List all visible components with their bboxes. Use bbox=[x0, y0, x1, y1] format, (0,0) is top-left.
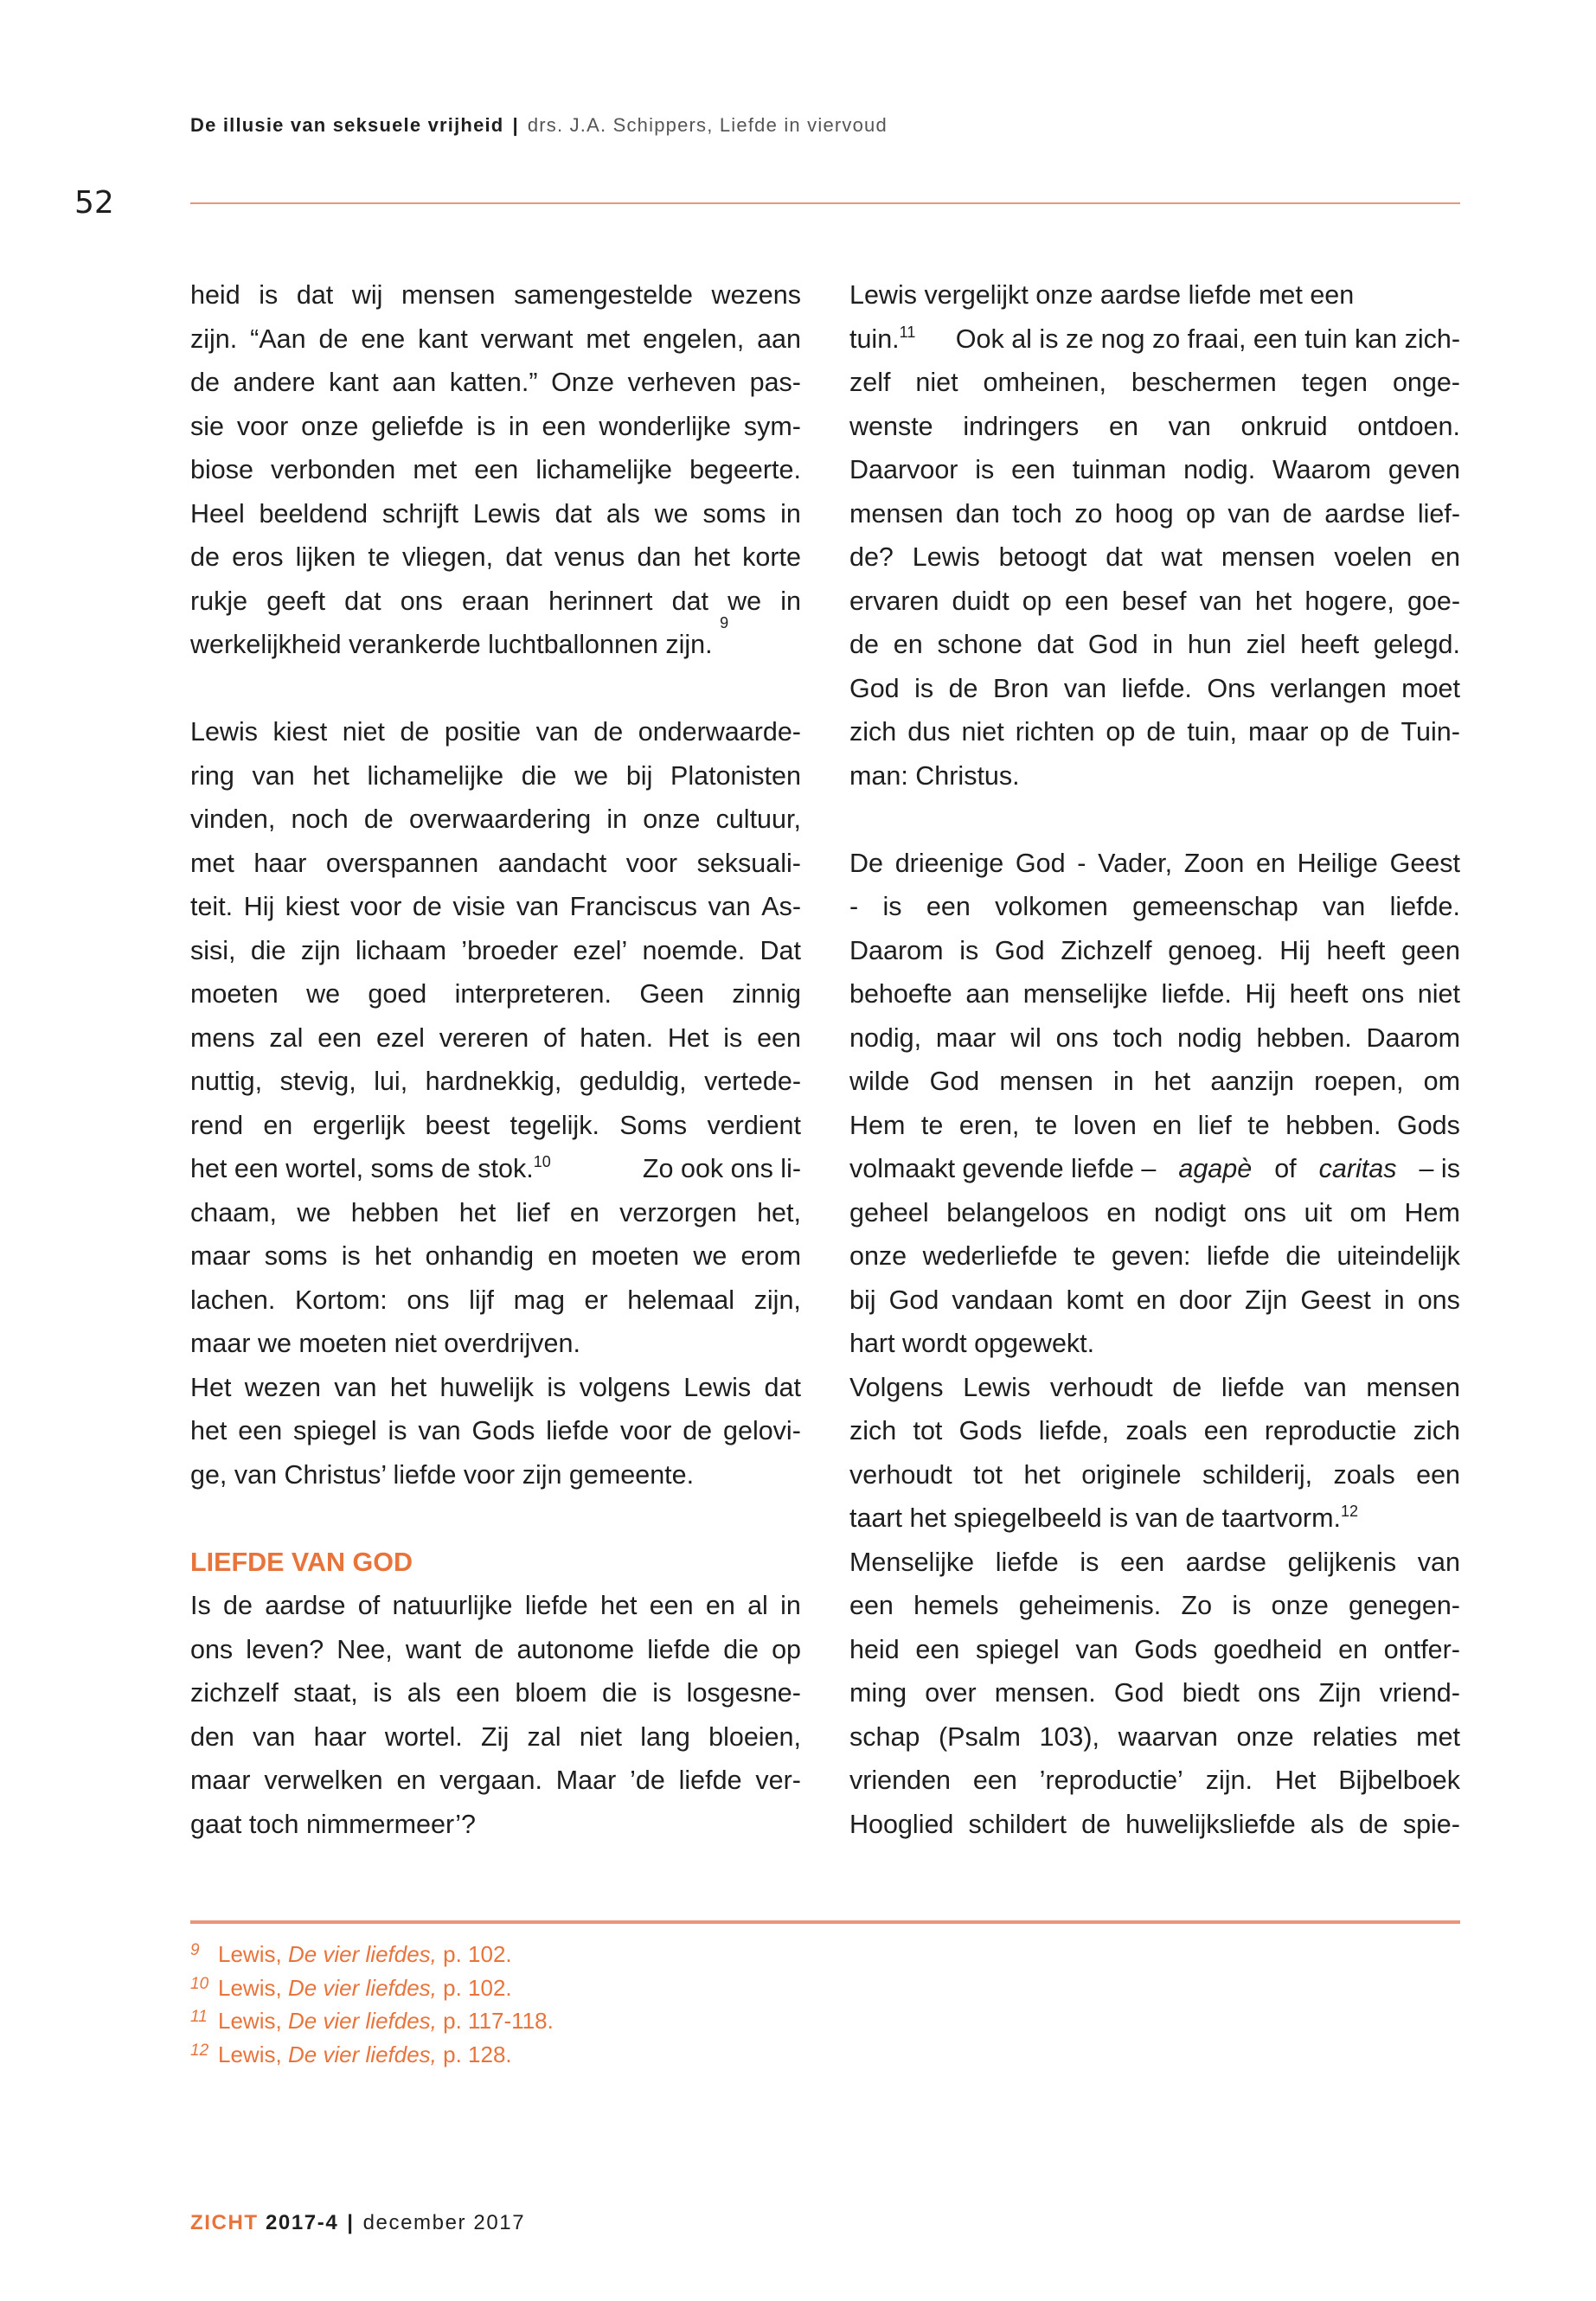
text-line: moeten we goed interpreteren. Geen zinnig bbox=[190, 979, 801, 1009]
paragraph bbox=[190, 710, 801, 1366]
magazine-name: ZICHT bbox=[190, 2211, 259, 2234]
footnote: 10 Lewis, De vier liefdes, p. 102. bbox=[190, 1974, 512, 2001]
text-line: onze wederliefde te geven: liefde die uiteindelijk bbox=[849, 1241, 1460, 1271]
text-line: heid een spiegel van Gods goedheid en ontfer- bbox=[849, 1634, 1460, 1664]
text-line: Heel beeldend schrijft Lewis dat als we soms in bbox=[190, 498, 801, 529]
text-line: schap (Psalm 103), waarvan onze relaties met bbox=[849, 1721, 1460, 1752]
text-line: vrienden een ’reproductie’ zijn. Het Bijbelboek bbox=[849, 1766, 1460, 1795]
running-header bbox=[190, 114, 888, 137]
header-separator: | bbox=[512, 114, 519, 136]
text-line: ervaren duidt op een besef van het hogere, goe- bbox=[849, 586, 1460, 616]
text-segment: Ook al is ze nog zo fraai, een tuin kan zich- bbox=[955, 324, 1460, 354]
text-line: nuttig, stevig, lui, hardnekkig, geduldig, vertede- bbox=[190, 1067, 801, 1096]
text-line: verhoudt tot het originele schilderij, zoals een bbox=[849, 1459, 1460, 1490]
text-line: sisi, die zijn lichaam ’broeder ezel’ noemde. Dat bbox=[190, 935, 801, 965]
text-line: volmaakt gevende liefde – agapè of caritas – is bbox=[849, 1147, 1460, 1191]
footer-separator: | bbox=[347, 2211, 355, 2234]
text-line: Hem te eren, te loven en lief te hebben. Gods bbox=[849, 1110, 1460, 1140]
text-line: de eros lijken te vliegen, dat venus dan het korte bbox=[190, 542, 801, 572]
text-line: rend en ergerlijk beest tegelijk. Soms verdient bbox=[190, 1110, 801, 1140]
text-line: Menselijke liefde is een aardse gelijkenis van bbox=[849, 1547, 1460, 1577]
footnote-ref-10[interactable]: 10 bbox=[533, 1153, 551, 1170]
text-line: Lewis vergelijkt onze aardse liefde met een bbox=[849, 280, 1355, 310]
text-segment: taart het spiegelbeeld is van de taartvorm.$^{12}$ bbox=[849, 1503, 1358, 1533]
text-line: man: Christus. bbox=[849, 760, 1020, 791]
paragraph bbox=[849, 842, 1460, 1366]
text-line: Volgens Lewis verhoudt de liefde van mensen bbox=[849, 1372, 1460, 1402]
text-line: Is de aardse of natuurlijke liefde het een en al in bbox=[190, 1591, 801, 1620]
term-caritas: caritas bbox=[1318, 1154, 1397, 1183]
page-number: 52 bbox=[74, 185, 114, 221]
footnotes bbox=[190, 1936, 554, 2069]
text-line bbox=[849, 317, 1460, 362]
text-segment: werkelijkheid verankerde luchtballonnen zijn. bbox=[190, 630, 713, 659]
text-line: maar verwelken en vergaan. Maar ’de liefde ver- bbox=[190, 1766, 801, 1795]
text-line: zelf niet omheinen, beschermen tegen onge- bbox=[849, 368, 1460, 397]
footnote-rule bbox=[190, 1920, 1460, 1924]
text-line: heid is dat wij mensen samengestelde wezens bbox=[190, 280, 801, 310]
text-line bbox=[190, 614, 801, 667]
text-line: gaat toch nimmermeer’? bbox=[190, 1809, 476, 1839]
text-line: wenste indringers en van onkruid ontdoen. bbox=[849, 411, 1460, 441]
text-line: hart wordt opgewekt. bbox=[849, 1329, 1095, 1358]
section-heading: LIEFDE VAN GOD bbox=[190, 1547, 413, 1577]
text-segment: het een wortel, soms de stok.$^{10}$ bbox=[190, 1153, 551, 1183]
text-line: mens zal een ezel vereren of haten. Het is een bbox=[190, 1022, 801, 1053]
paragraph bbox=[849, 273, 1460, 798]
text-line: maar we moeten niet overdrijven. bbox=[190, 1329, 580, 1358]
text-line: behoefte aan menselijke liefde. Hij heeft ons niet bbox=[849, 979, 1460, 1009]
text-line: den van haar wortel. Zij zal niet lang bloeien, bbox=[190, 1721, 801, 1752]
text-line: Het wezen van het huwelijk is volgens Lewis dat bbox=[190, 1372, 801, 1402]
text-line: bij God vandaan komt en door Zijn Geest in ons bbox=[849, 1285, 1460, 1315]
text-line: chaam, we hebben het lief en verzorgen het, bbox=[190, 1197, 801, 1227]
text-segment: Zo ook ons li- bbox=[642, 1154, 801, 1183]
text-line: teit. Hij kiest voor de visie van Franciscus van As- bbox=[190, 892, 801, 921]
text-line: De drieenige God - Vader, Zoon en Heilige Geest bbox=[849, 848, 1460, 878]
text-line: ming over mensen. God biedt ons Zijn vriend- bbox=[849, 1678, 1460, 1708]
text-line bbox=[190, 1147, 801, 1191]
text-line: Daarom is God Zichzelf genoeg. Hij heeft geen bbox=[849, 935, 1460, 965]
text-line: ge, van Christus’ liefde voor zijn gemeente. bbox=[190, 1459, 695, 1490]
text-line: maar soms is het onhandig en moeten we erom bbox=[190, 1241, 801, 1271]
footnote: 11 Lewis, De vier liefdes, p. 117-118. bbox=[190, 2008, 554, 2034]
text-line: geheel belangeloos en nodigt ons uit om Hem bbox=[849, 1197, 1460, 1227]
paragraph bbox=[190, 1366, 801, 1497]
footnote-ref-11[interactable]: 11 bbox=[899, 323, 916, 341]
text-line: ring van het lichamelijke die we bij Platonisten bbox=[190, 760, 801, 791]
footnote: 12 Lewis, De vier liefdes, p. 128. bbox=[190, 2041, 512, 2067]
text-line bbox=[849, 1497, 1460, 1541]
text-line: God is de Bron van liefde. Ons verlangen moet bbox=[849, 673, 1460, 703]
text-line: een hemels geheimenis. Zo is onze genegen- bbox=[849, 1591, 1460, 1620]
issue-date: december 2017 bbox=[362, 2211, 526, 2234]
text-line: biose verbonden met een lichamelijke begeerte. bbox=[190, 455, 801, 484]
issue-number: 2017-4 bbox=[265, 2211, 339, 2234]
text-line: de andere kant aan katten.” Onze verheven pas- bbox=[190, 368, 801, 397]
text-line: de en schone dat God in hun ziel heeft gelegd. bbox=[849, 630, 1460, 659]
text-line: nodig, maar wil ons toch nodig hebben. Daarom bbox=[849, 1022, 1460, 1053]
text-line: vinden, noch de overwaardering in onze cultuur, bbox=[190, 804, 801, 834]
text-line: rukje geeft dat ons eraan herinnert dat we in bbox=[190, 586, 801, 616]
footnote-ref-9[interactable]: 9 bbox=[720, 614, 729, 631]
term-agape: agapè bbox=[1178, 1154, 1253, 1183]
paragraph bbox=[849, 1366, 1460, 1847]
text-line: Hooglied schildert de huwelijksliefde als de spie- bbox=[849, 1809, 1460, 1839]
text-line: zich tot Gods liefde, zoals een reproductie zich bbox=[849, 1416, 1460, 1445]
text-line: zich dus niet richten op de tuin, maar op de Tuin- bbox=[849, 717, 1460, 747]
left-column bbox=[190, 273, 801, 1846]
page-footer bbox=[190, 2211, 525, 2235]
text-line: Daarvoor is een tuinman nodig. Waarom geven bbox=[849, 455, 1460, 484]
paragraph bbox=[190, 1584, 801, 1846]
text-line: wilde God mensen in het aanzijn roepen, om bbox=[849, 1067, 1460, 1096]
text-line: - is een volkomen gemeenschap van liefde. bbox=[849, 892, 1460, 921]
header-rule bbox=[190, 202, 1460, 204]
text-line: ons leven? Nee, want de autonome liefde die op bbox=[190, 1634, 801, 1664]
text-line: met haar overspannen aandacht voor seksuali- bbox=[190, 848, 801, 878]
paragraph bbox=[190, 273, 801, 667]
text-line: het een spiegel is van Gods liefde voor de gelovi- bbox=[190, 1416, 801, 1445]
text-line: zijn. “Aan de ene kant verwant met engelen, aan bbox=[190, 324, 801, 354]
footnote: 9 Lewis, De vier liefdes, p. 102. bbox=[190, 1941, 512, 1967]
text-segment: tuin.$^{11}$ bbox=[849, 323, 916, 354]
text-line: de? Lewis betoogt dat wat mensen voelen en bbox=[849, 542, 1460, 572]
text-line: zichzelf staat, is als een bloem die is losgesne- bbox=[190, 1678, 801, 1708]
text-line: mensen dan toch zo hoog op van de aardse lief- bbox=[849, 498, 1460, 529]
text-line: sie voor onze geliefde is in een wonderlijke sym- bbox=[190, 411, 801, 441]
text-line: Lewis kiest niet de positie van de onderwaarde- bbox=[190, 717, 801, 747]
footnote-ref-12[interactable]: 12 bbox=[1340, 1503, 1358, 1520]
article-title: De illusie van seksuele vrijheid bbox=[190, 114, 504, 136]
right-column bbox=[849, 273, 1460, 1846]
text-line: lachen. Kortom: ons lijf mag er helemaal zijn, bbox=[190, 1285, 801, 1315]
article-subtitle: drs. J.A. Schippers, Liefde in viervoud bbox=[527, 114, 888, 136]
